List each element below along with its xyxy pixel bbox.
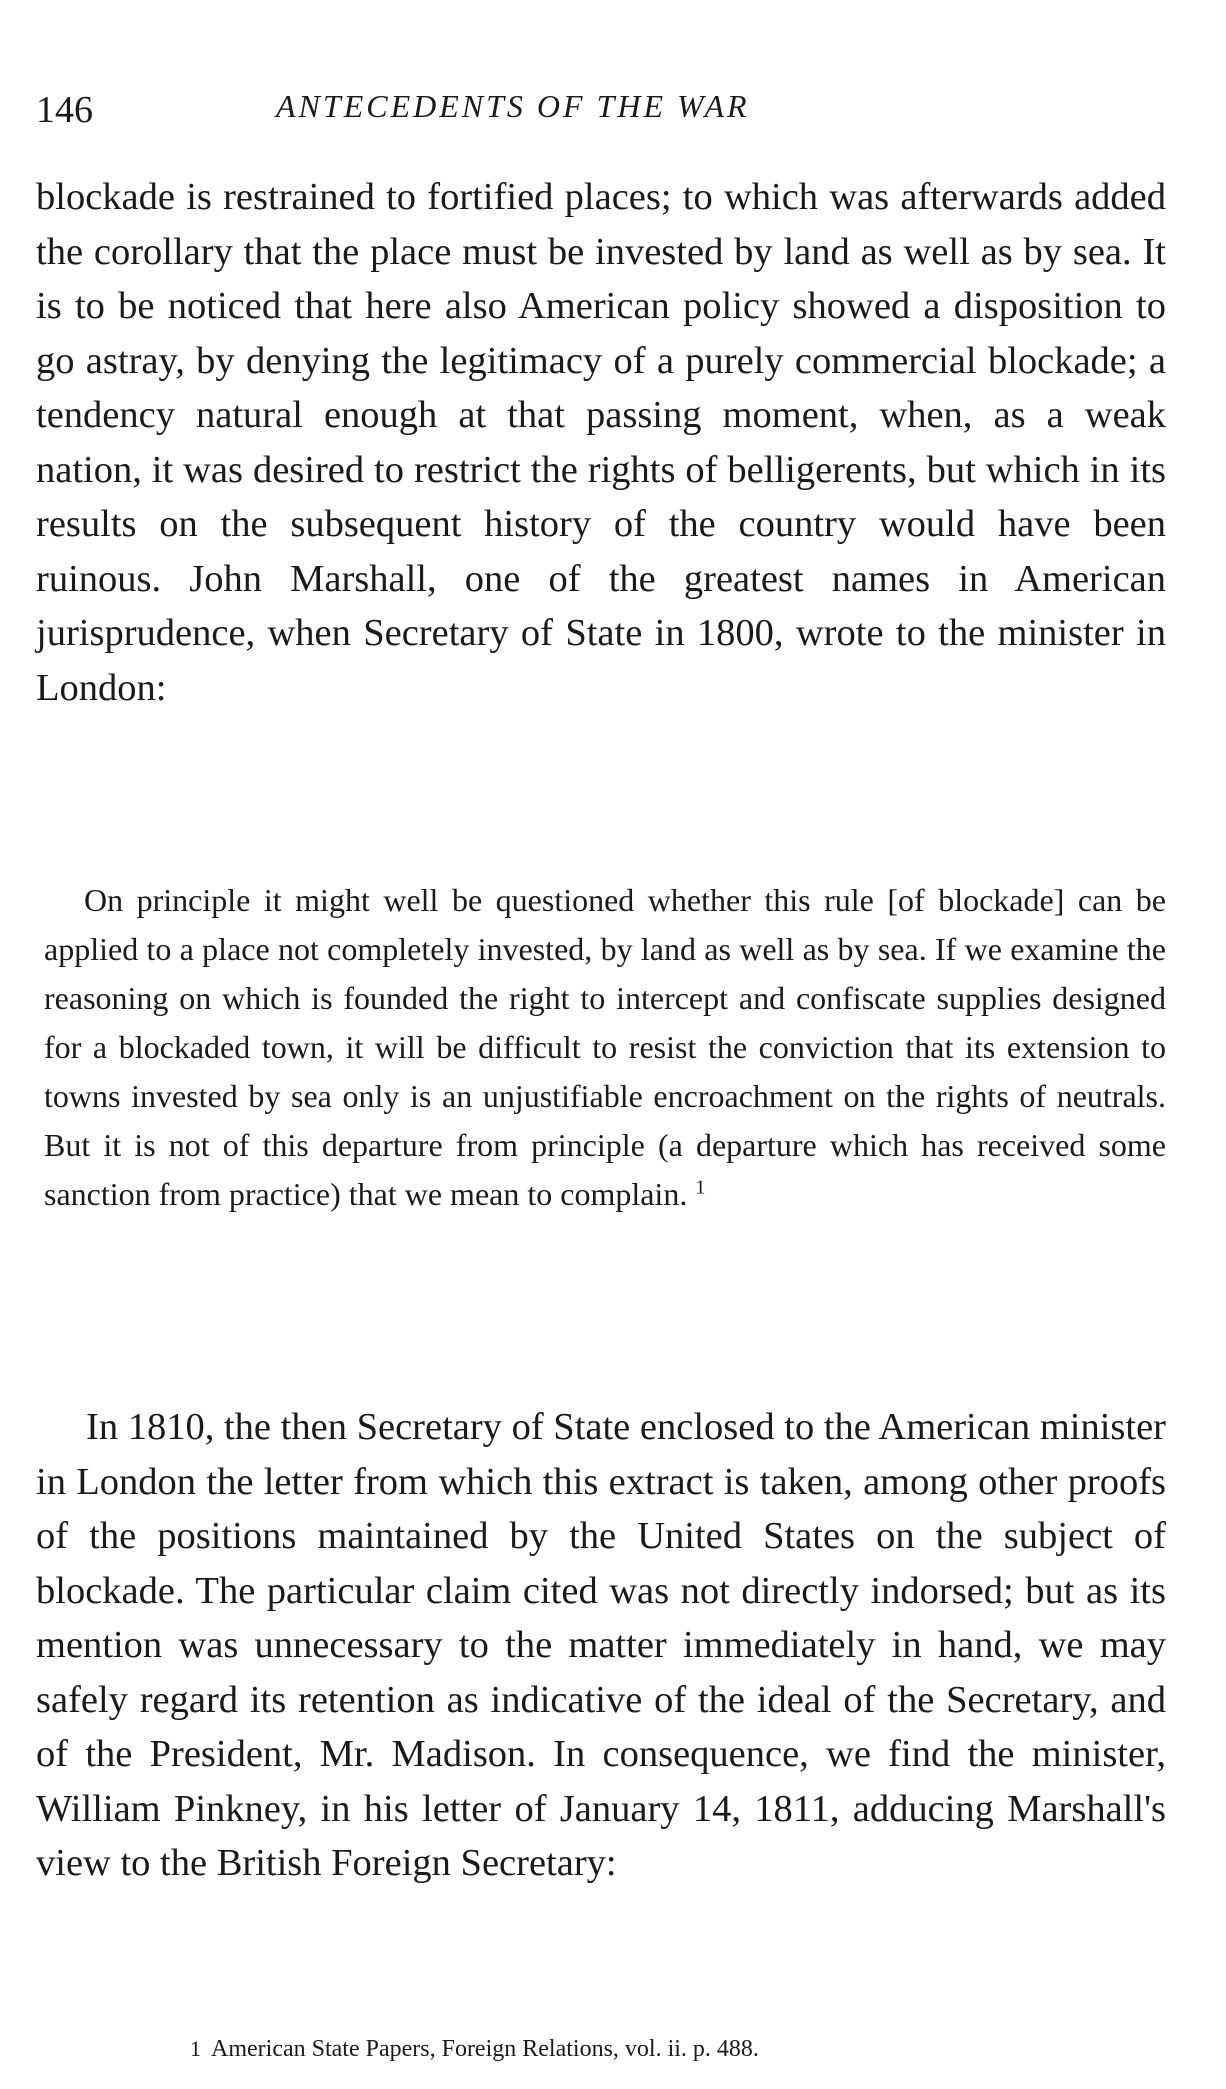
paragraph-1810: In 1810, the then Secretary of State enclosed to the American minister in London the letter from which this extract is taken, among other proofs of the positions maintained by the United States on the subject of blockade. The particular claim cited was not directly indorsed; but as its mention was unnecessary to the matter immediately in hand, we may safely regard its retention as indicative of the ideal of the Secretary, and of the President, Mr. Madison. In consequence, we find the minister, William Pinkney, in his letter of January 14, 1811, adducing Marshall's view to the British Foreign Secretary: <box>36 1406 1166 1884</box>
footnote-reference: 1 <box>695 1176 706 1199</box>
footnote <box>190 2036 759 2063</box>
block-quote <box>44 876 1166 1219</box>
quote-text: On principle it might well be questioned whether this rule [of blockade] can be applied to a place not completely invested, by land as well as by sea. If we examine the reasoning on which is founded the right to intercept and confiscate supplies designed for a blockaded town, it will be difficult to resist the conviction that its extension to towns invested by sea only is an unjustifiable encroachment on the rights of neutrals. But it is not of this departure from principle (a departure which has received some sanction from practice) that we mean to complain. <box>44 882 1166 1212</box>
running-head <box>36 88 1186 148</box>
footnote-number: 1 <box>190 2036 201 2061</box>
footnote-text: American State Papers, Foreign Relations, vol. ii. p. 488. <box>211 2036 759 2062</box>
page-number: 146 <box>36 89 93 131</box>
paragraph-continuation: blockade is restrained to fortified places; to which was afterwards added the corollary that the place must be invested by land as well as by sea. It is to be noticed that here also American policy showed a disposition to go astray, by denying the legitimacy of a purely commercial blockade; a tendency natural enough at that passing moment, when, as a weak nation, it was desired to restrict the rights of belligerents, but which in its results on the subsequent history of the country would have been ruinous. John Marshall, one of the greatest names in American jurisprudence, when Secretary of State in 1800, wrote to the minister in London: <box>36 176 1166 709</box>
running-title: ANTECEDENTS OF THE WAR <box>276 88 750 124</box>
